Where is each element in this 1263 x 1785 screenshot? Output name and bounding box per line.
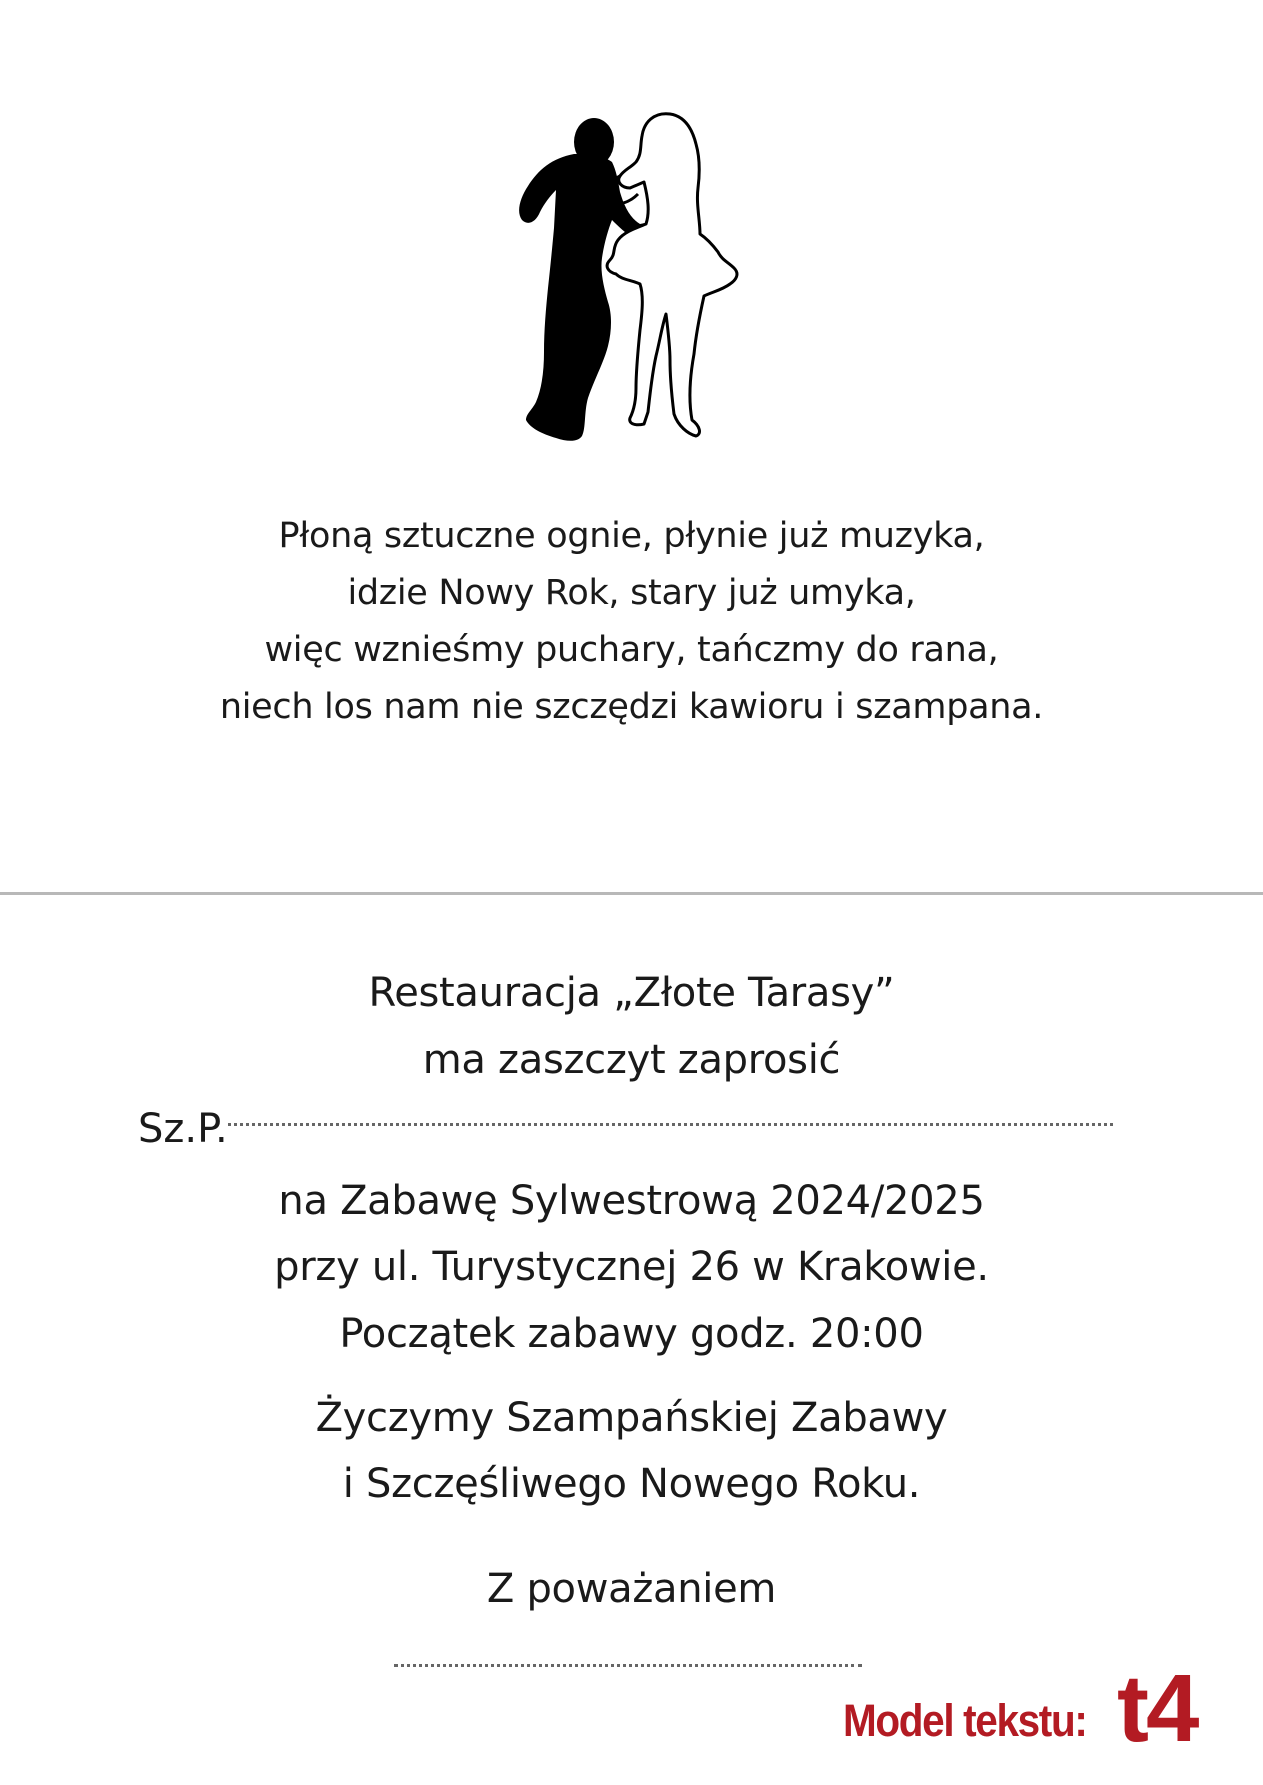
model-code: t4	[1117, 1655, 1197, 1762]
closing-line: Z poważaniem	[486, 1566, 777, 1612]
wishes-line-2: i Szczęśliwego Nowego Roku.	[342, 1461, 921, 1507]
event-line: na Zabawę Sylwestrową 2024/2025	[278, 1178, 985, 1224]
honor-line: ma zaszczyt zaprosić	[422, 1037, 841, 1083]
model-label: Model tekstu:	[843, 1695, 1087, 1746]
poem-line-1: Płoną sztuczne ognie, płynie już muzyka,	[278, 516, 985, 556]
fold-divider	[0, 892, 1263, 895]
host-line: Restauracja „Złote Tarasy”	[368, 970, 895, 1016]
dancing-couple-icon	[512, 108, 752, 448]
start-time-line: Początek zabawy godz. 20:00	[339, 1311, 924, 1357]
addressee-fill-line[interactable]	[228, 1123, 1113, 1126]
wishes-line-1: Życzymy Szampańskiej Zabawy	[315, 1395, 948, 1441]
poem-line-3: więc wznieśmy puchary, tańczmy do rana,	[264, 630, 999, 670]
signature-fill-line[interactable]	[394, 1664, 862, 1667]
poem-line-4: niech los nam nie szczędzi kawioru i szampana.	[219, 687, 1044, 727]
addressee-prefix: Sz.P.	[138, 1106, 228, 1152]
poem-line-2: idzie Nowy Rok, stary już umyka,	[347, 573, 916, 613]
address-line: przy ul. Turystycznej 26 w Krakowie.	[274, 1244, 989, 1290]
poem	[0, 508, 1263, 736]
